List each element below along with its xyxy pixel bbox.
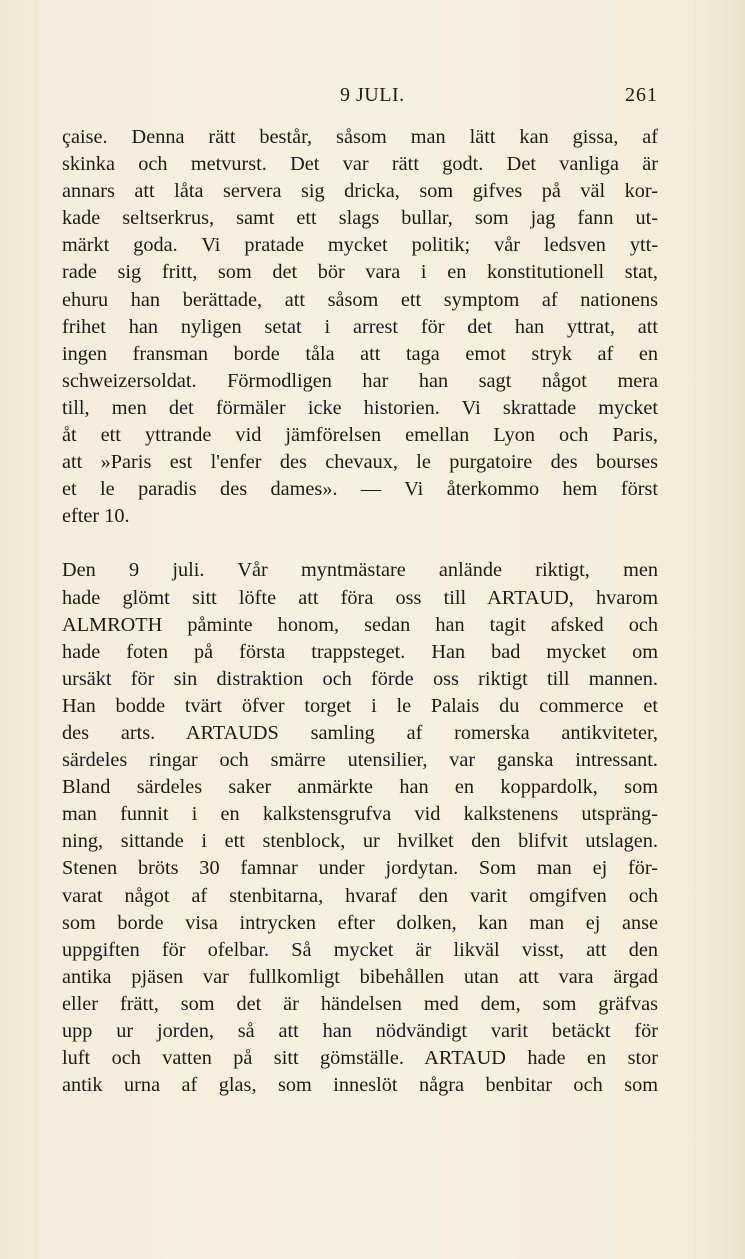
text-line: schweizersoldat. Förmodligen har han sagt något mera xyxy=(62,369,658,392)
body-text xyxy=(62,124,658,1099)
text-line: uppgiften för ofelbar. Så mycket är likväl visst, att den xyxy=(62,938,658,961)
text-line: çaise. Denna rätt består, såsom man lätt kan gissa, af xyxy=(62,126,658,148)
text-line: särdeles ringar och smärre utensilier, var ganska intressant. xyxy=(62,749,658,772)
paragraph-gap xyxy=(62,530,658,557)
text-line: ning, sittande i ett stenblock, ur hvilket den blifvit utslagen. xyxy=(62,830,658,853)
text-line: som borde visa intrycken efter dolken, kan man ej anse xyxy=(62,911,658,934)
text-line: kade seltserkrus, samt ett slags bullar, som jag fann ut- xyxy=(62,207,658,230)
text-line: ehuru han berättade, att såsom ett symptom af nationens xyxy=(62,288,658,311)
page-number: 261 xyxy=(625,84,658,106)
text-line: att »Paris est l'enfer des chevaux, le purgatoire des bourses xyxy=(62,451,658,474)
text-line: upp ur jorden, så att han nödvändigt varit betäckt för xyxy=(62,1020,658,1042)
text-line: luft och vatten på sitt gömställe. ARTAUD hade en stor xyxy=(62,1047,658,1070)
text-line: ingen fransman borde tåla att taga emot stryk af en xyxy=(62,342,658,365)
text-line: ursäkt för sin distraktion och förde oss riktigt till mannen. xyxy=(62,667,658,690)
text-line: åt ett yttrande vid jämförelsen emellan Lyon och Paris, xyxy=(62,424,658,447)
page-header xyxy=(62,84,658,110)
text-line: ALMROTH påminte honom, sedan han tagit afsked och xyxy=(62,613,658,636)
text-line: et le paradis des dames». — Vi återkommo hem först xyxy=(62,478,658,501)
text-line: märkt goda. Vi pratade mycket politik; vår ledsven ytt- xyxy=(62,234,658,257)
text-line: antika pjäsen var fullkomligt bibehållen utan att vara ärgad xyxy=(62,965,658,988)
text-line: frihet han nyligen setat i arrest för det han yttrat, att xyxy=(62,315,658,338)
text-line: varat något af stenbitarna, hvaraf den varit omgifven och xyxy=(62,884,658,907)
text-line: Bland särdeles saker anmärkte han en koppardolk, som xyxy=(62,776,658,799)
text-line: till, men det förmäler icke historien. Vi skrattade mycket xyxy=(62,396,658,419)
text-line: hade foten på första trappsteget. Han bad mycket om xyxy=(62,640,658,663)
text-line: hade glömt sitt löfte att föra oss till ARTAUD, hvarom xyxy=(62,586,658,609)
text-line: Den 9 juli. Vår myntmästare anlände riktigt, men xyxy=(62,559,658,582)
text-line: antik urna af glas, som inneslöt några benbitar och som xyxy=(62,1074,658,1097)
text-line: des arts. ARTAUDS samling af romerska antikviteter, xyxy=(62,721,658,744)
running-head: 9 JULI. xyxy=(340,84,405,106)
text-line: Han bodde tvärt öfver torget i le Palais du commerce et xyxy=(62,694,658,717)
paragraph-1 xyxy=(62,124,658,530)
text-line: efter 10. xyxy=(62,505,130,528)
text-line: Stenen bröts 30 famnar under jordytan. Som man ej för- xyxy=(62,857,658,880)
text-line: skinka och metvurst. Det var rätt godt. Det vanliga är xyxy=(62,153,658,176)
text-line: rade sig fritt, som det bör vara i en konstitutionell stat, xyxy=(62,261,658,284)
text-line: annars att låta servera sig dricka, som gifves på väl kor- xyxy=(62,180,658,203)
text-line: eller frätt, som det är händelsen med dem, som gräfvas xyxy=(62,992,658,1015)
text-line: man funnit i en kalkstensgrufva vid kalkstenens utspräng- xyxy=(62,803,658,826)
paragraph-2 xyxy=(62,557,658,1099)
